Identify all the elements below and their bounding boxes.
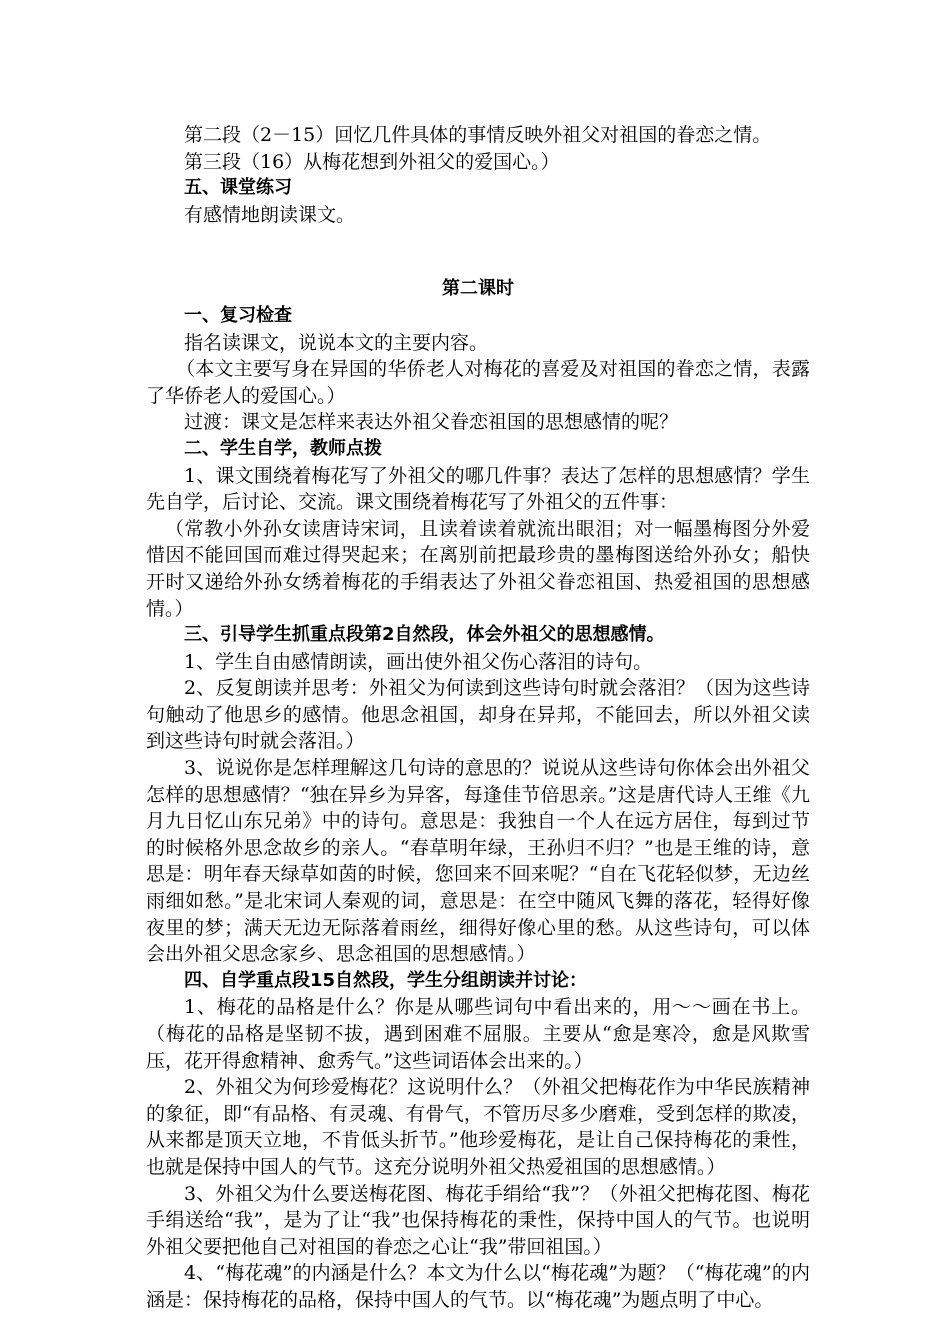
document-body	[146, 122, 810, 1314]
section-heading: 四、自学重点段15自然段，学生分组朗读并讨论：	[184, 969, 588, 991]
lesson-title: 第二课时	[442, 278, 514, 300]
paragraph: 1、课文围绕着梅花写了外祖父的哪几件事？表达了怎样的思想感情？学生先自学，后讨论、交流。课文围绕着梅花写了外祖父的五件事：	[146, 464, 810, 514]
paragraph: 4、“梅花魂”的内涵是什么？本文为什么以“梅花魂”为题？（“梅花魂”的内涵是：保持梅花的品格，保持中国人的气节。以“梅花魂”为题点明了中心。	[146, 1262, 810, 1311]
paragraph: （本文主要写身在异国的华侨老人对梅花的喜爱及对祖国的眷恋之情，表露了华侨老人的爱国心。）	[146, 358, 810, 407]
section-heading: 一、复习检查	[184, 304, 292, 326]
paragraph: 指名读课文，说说本文的主要内容。	[184, 331, 489, 354]
section-heading: 二、学生自学，教师点拨	[184, 437, 382, 459]
paragraph: 3、说说你是怎样理解这几句诗的意思的？说说从这些诗句你体会出外祖父怎样的思想感情？“独在异乡为异客，每逢佳节倍思亲。”这是唐代诗人王维《九月九日忆山东兄弟》中的诗句。意思是：我独自一个人在远方居住，每到过节的时候格外思念故乡的亲人。“春草明年绿，王孙归不归？”也是王维的诗，意思是：明年春天绿草如茵的时候，您回来不回来呢？“自在飞花轻似梦，无边丝雨细如愁。”是北宋词人秦观的词，意思是：在空中随风飞舞的落花，轻得好像夜里的梦；满天无边无际落着雨丝，细得好像心里的愁。从这些诗句，可以体会出外祖父思念家乡、思念祖国的思想感情。）	[146, 757, 810, 966]
paragraph: 第二段（2－15）回忆几件具体的事情反映外祖父对祖国的眷恋之情。	[184, 124, 772, 146]
paragraph: 3、外祖父为什么要送梅花图、梅花手绢给“我”？（外祖父把梅花图、梅花手绢送给“我”，是为了让“我”也保持梅花的秉性，保持中国人的气节。也说明外祖父要把他自己对祖国的眷恋之心让“我”带回祖国。）	[146, 1182, 810, 1258]
paragraph: 过渡：课文是怎样来表达外祖父眷恋祖国的思想感情的呢？	[184, 411, 679, 434]
section-heading: 五、课堂练习	[184, 177, 292, 199]
section-heading: 三、引导学生抓重点段第2自然段，体会外祖父的思想感情。	[184, 624, 665, 646]
paragraph: （常教小外孙女读唐诗宋词，且读着读着就流出眼泪；对一幅墨梅图分外爱惜因不能回国而难过得哭起来；在离别前把最珍贵的墨梅图送给外孙女；船快开时又递给外孙女绣着梅花的手绢表达了外祖父眷恋祖国、热爱祖国的思想感情。）	[146, 517, 810, 620]
paragraph: 2、反复朗读并思考：外祖父为何读到这些诗句时就会落泪？（因为这些诗句触动了他思乡的感情。他思念祖国，却身在异邦，不能回去，所以外祖父读到这些诗句时就会落泪。）	[146, 677, 810, 753]
paragraph: 1、梅花的品格是什么？你是从哪些词句中看出来的，用～～画在书上。（梅花的品格是坚韧不拔，遇到困难不屈服。主要从“愈是寒冷，愈是风欺雪压，花开得愈精神、愈秀气。”这些词语体会出来的。）	[146, 996, 810, 1072]
paragraph: 第三段（16）从梅花想到外祖父的爱国心。）	[184, 150, 560, 173]
paragraph: 有感情地朗读课文。	[184, 203, 356, 226]
paragraph: 2、外祖父为何珍爱梅花？这说明什么？（外祖父把梅花作为中华民族精神的象征，即“有品格、有灵魂、有骨气，不管历尽多少磨难，受到怎样的欺凌，从来都是顶天立地，不肯低头折节。”他珍爱梅花，是让自己保持梅花的秉性，也就是保持中国人的气节。这充分说明外祖父热爱祖国的思想感情。）	[146, 1076, 810, 1178]
paragraph: 1、学生自由感情朗读，画出使外祖父伤心落泪的诗句。	[184, 650, 653, 673]
